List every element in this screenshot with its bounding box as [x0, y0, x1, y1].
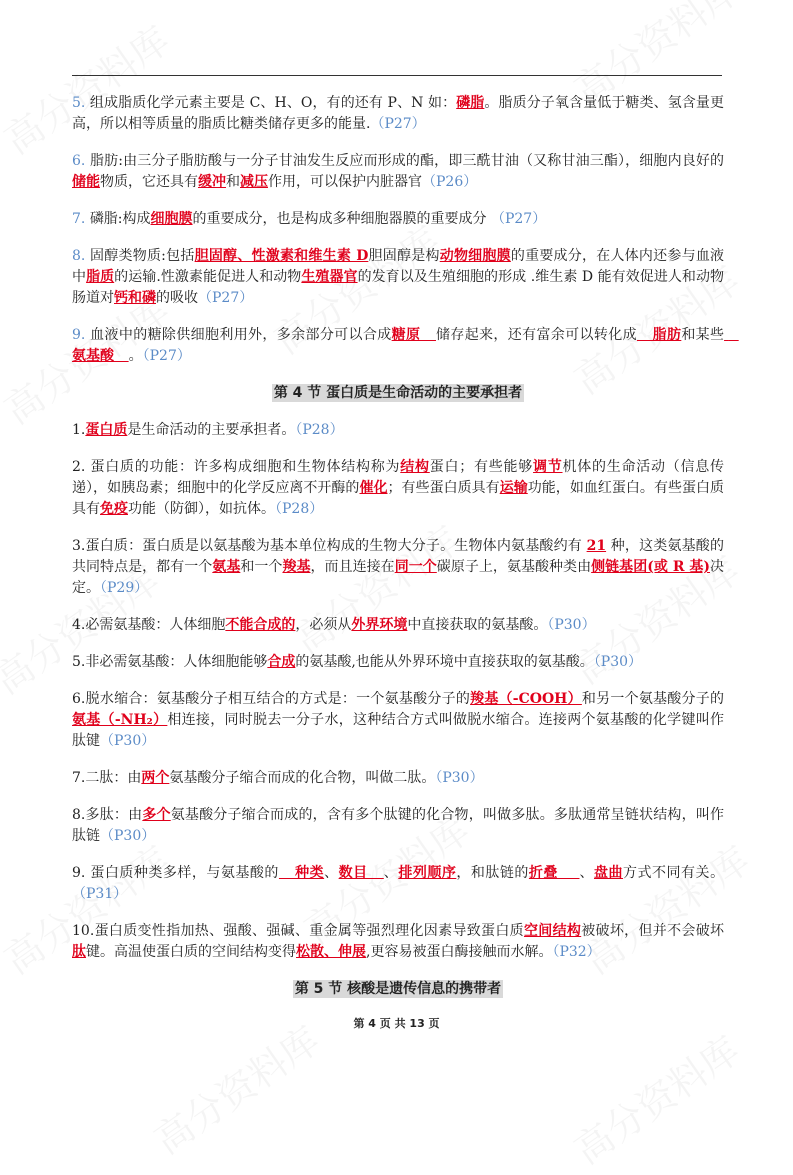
item-number: 7. — [72, 211, 90, 227]
list-item — [72, 536, 724, 599]
text: 和某些 — [681, 327, 725, 343]
text: 胆固醇是构 — [368, 248, 440, 264]
text: ，必须从 — [295, 617, 352, 633]
text: 功能，如血红蛋白。有些蛋白质具有 — [72, 480, 725, 517]
key-term: 胆固醇、性激素和维生素 D — [194, 248, 369, 264]
key-term: 蛋白质 — [85, 422, 128, 438]
text: 氨基酸分子缩合而成的化合物，叫做二肽。 — [169, 770, 436, 786]
document-body — [72, 93, 739, 1016]
key-term: 氨基 — [212, 559, 241, 575]
key-term: 氨基（-NH₂） — [72, 712, 168, 728]
text: 中直接获取的氨基酸。 — [407, 617, 548, 633]
key-term: 生殖器官 — [301, 269, 358, 285]
text: 方式不同有关。 — [623, 865, 725, 881]
page-ref: （P30） — [100, 733, 156, 749]
text: 的氨基酸,也能从外界环境中直接获取的氨基酸。 — [295, 654, 594, 670]
text: 、 — [383, 865, 399, 881]
key-term: 数目 — [338, 865, 384, 881]
key-term: 排列顺序 — [398, 865, 457, 881]
key-term: 多个 — [142, 807, 171, 823]
text: 的运输.性激素能促进人和动物 — [114, 269, 302, 285]
page-ref: （P30） — [547, 617, 596, 633]
key-term: 松散、伸展 — [296, 944, 366, 960]
key-term: 运输 — [499, 480, 528, 496]
item-number: 8. — [72, 248, 91, 264]
text: 和另一个氨基酸分子的 — [581, 691, 725, 707]
text: 被破坏，但并不会破坏 — [581, 923, 725, 939]
key-term: 侧链基团(或 R 基) — [591, 559, 711, 575]
page-ref: （P30） — [593, 654, 643, 670]
key-term: 免疫 — [100, 501, 128, 517]
item-number: 5. — [72, 95, 90, 111]
list-item — [72, 209, 724, 230]
text: 机体的生命活动（信息传递），如胰岛素；细胞中的化学反应离不开酶的 — [72, 459, 725, 496]
key-term: 合成 — [267, 654, 296, 670]
page-ref: （P31） — [72, 886, 128, 902]
header-rule — [72, 75, 722, 76]
list-item — [72, 325, 739, 367]
item-number: 9. — [72, 327, 91, 343]
key-term: 羧基（-COOH） — [470, 691, 582, 707]
text: 相连接，同时脱去一分子水，这种结合方式叫做脱水缩合。连接两个氨基酸的化学键叫作肽键 — [72, 712, 725, 749]
text: 键。高温使蛋白质的空间结构变得 — [86, 944, 296, 960]
key-term: 种类 — [278, 865, 325, 881]
list-item — [72, 457, 724, 520]
text: 蛋白；有些能够 — [429, 459, 534, 475]
text: 2. 蛋白质的功能：许多构成细胞和生物体结构称为 — [72, 459, 401, 475]
key-term: 储能 — [72, 174, 100, 190]
text: 作用，可以保护内脏器官 — [268, 174, 422, 190]
text: 氨基酸分子缩合而成的，含有多个肽键的化合物，叫做多肽。多肽通常呈链状结构，叫作肽链 — [72, 807, 725, 844]
text: 7.二肽：由 — [72, 770, 142, 786]
text: 4.必需氨基酸：人体细胞 — [72, 617, 226, 633]
list-item — [72, 151, 724, 193]
key-term: 盘曲 — [593, 865, 624, 881]
watermark-text — [561, 1020, 748, 1174]
text: 是生命活动的主要承担者。 — [127, 422, 296, 438]
list-item — [72, 921, 724, 963]
text: 9. 蛋白质种类多样，与氨基酸的 — [72, 865, 279, 881]
page-ref: （P27） — [490, 211, 547, 227]
text: 组成脂质化学元素主要是 C、H、O，有的还有 P、N 如： — [89, 95, 457, 111]
list-item — [72, 420, 724, 441]
text: 5.非必需氨基酸：人体细胞能够 — [72, 654, 268, 670]
text: 的吸收 — [156, 290, 198, 306]
key-term: 缓冲 — [198, 174, 226, 190]
key-term: 钙和磷 — [114, 290, 156, 306]
page-ref: （P27） — [198, 290, 254, 306]
text: 6.脱水缩合：氨基酸分子相互结合的方式是：一个氨基酸分子的 — [72, 691, 471, 707]
text: ，而且连接在 — [310, 559, 395, 575]
text: 决定。 — [72, 559, 725, 596]
list-item — [72, 805, 724, 847]
text: 的发育以及生殖细胞的形成 .维生素 D 能有效促进人和动物肠道对 — [72, 269, 725, 306]
text: ,更容易被蛋白酶接触而水解。 — [366, 944, 553, 960]
text: 3.蛋白质：蛋白质是以氨基酸为基本单位构成的生物大分子。生物体内氨基酸约有 — [72, 538, 587, 554]
text: 的重要成分，也是构成多种细胞器膜的重要成分 — [192, 211, 491, 227]
text: 脂肪:由三分子脂肪酸与一分子甘油发生反应而形成的酯，即三酰甘油（又称甘油三酯），细胞内良好的 — [89, 153, 724, 169]
list-item — [72, 689, 724, 752]
text: ；有些蛋白质具有 — [387, 480, 500, 496]
text: 固醇类物质:包括 — [90, 248, 195, 264]
key-term: 减压 — [240, 174, 268, 190]
page-ref: （P30） — [100, 828, 156, 844]
page-ref: （P28） — [295, 422, 344, 438]
text: 1. — [72, 422, 86, 438]
text: 磷脂:构成 — [89, 211, 151, 227]
text: 碳原子上，氨基酸种类由 — [436, 559, 592, 575]
key-term: 折叠 — [528, 865, 580, 881]
key-term: 脂质 — [86, 269, 115, 285]
text: 、 — [324, 865, 339, 881]
page-ref: （P26） — [422, 174, 478, 190]
section-title: 第 5 节 核酸是遗传信息的携带者 — [294, 981, 502, 997]
text: 的重要成分，在人体内还参与血液中 — [72, 248, 725, 285]
text: 和 — [226, 174, 240, 190]
page-ref: （P28） — [275, 501, 324, 517]
list-item — [72, 615, 724, 636]
text: 血液中的糖除供细胞利用外，多余部分可以合成 — [90, 327, 392, 343]
key-term: 21 — [586, 538, 607, 554]
text: 和一个 — [240, 559, 283, 575]
section-title: 第 4 节 蛋白质是生命活动的主要承担者 — [273, 385, 523, 401]
text: 、 — [579, 865, 594, 881]
key-term: 糖原 — [391, 327, 436, 343]
text: 物质，它还具有 — [100, 174, 198, 190]
text: ，和肽链的 — [456, 865, 529, 881]
key-term: 空间结构 — [523, 923, 582, 939]
key-term: 催化 — [359, 480, 388, 496]
section-heading — [72, 383, 724, 404]
text: 。脂质分子氧含量低于糖类、氢含量更高，所以相等质量的脂质比糖类储存更多的能量. — [72, 95, 725, 132]
list-item — [72, 93, 724, 135]
item-number: 6. — [72, 153, 90, 169]
key-term: 调节 — [533, 459, 563, 475]
key-term: 细胞膜 — [150, 211, 193, 227]
key-term: 不能合成的 — [225, 617, 296, 633]
text: 种，这类氨基酸的共同特点是，都有一个 — [72, 538, 724, 575]
list-item — [72, 863, 724, 905]
text: 。 — [128, 348, 143, 364]
text: 10.蛋白质变性指加热、强酸、强碱、重金属等强烈理化因素导致蛋白质 — [72, 923, 524, 939]
page-ref: （P29） — [100, 580, 149, 596]
page-ref: （P30） — [435, 770, 484, 786]
page-ref: （P27） — [142, 348, 191, 364]
watermark-text — [141, 1010, 328, 1164]
key-term: 肽 — [72, 944, 86, 960]
key-term: 脂肪 — [636, 327, 682, 343]
list-item — [72, 652, 724, 673]
key-term: 动物细胞膜 — [439, 248, 511, 264]
key-term: 氨基酸 — [72, 327, 739, 364]
key-term: 结构 — [400, 459, 430, 475]
key-term: 外界环境 — [351, 617, 408, 633]
list-item — [72, 246, 724, 309]
key-term: 同一个 — [394, 559, 437, 575]
key-term: 磷脂 — [456, 95, 485, 111]
list-item — [72, 768, 724, 789]
page-ref: （P32） — [552, 944, 601, 960]
key-term: 两个 — [141, 770, 170, 786]
page-ref: （P27） — [370, 116, 426, 132]
text: 功能（防御），如抗体。 — [128, 501, 275, 517]
text: 储存起来，还有富余可以转化成 — [435, 327, 637, 343]
text: 8.多肽：由 — [72, 807, 143, 823]
key-term: 羧基 — [282, 559, 311, 575]
section-heading — [72, 979, 724, 1000]
page-footer: 第 4 页 共 13 页 — [353, 1017, 440, 1030]
